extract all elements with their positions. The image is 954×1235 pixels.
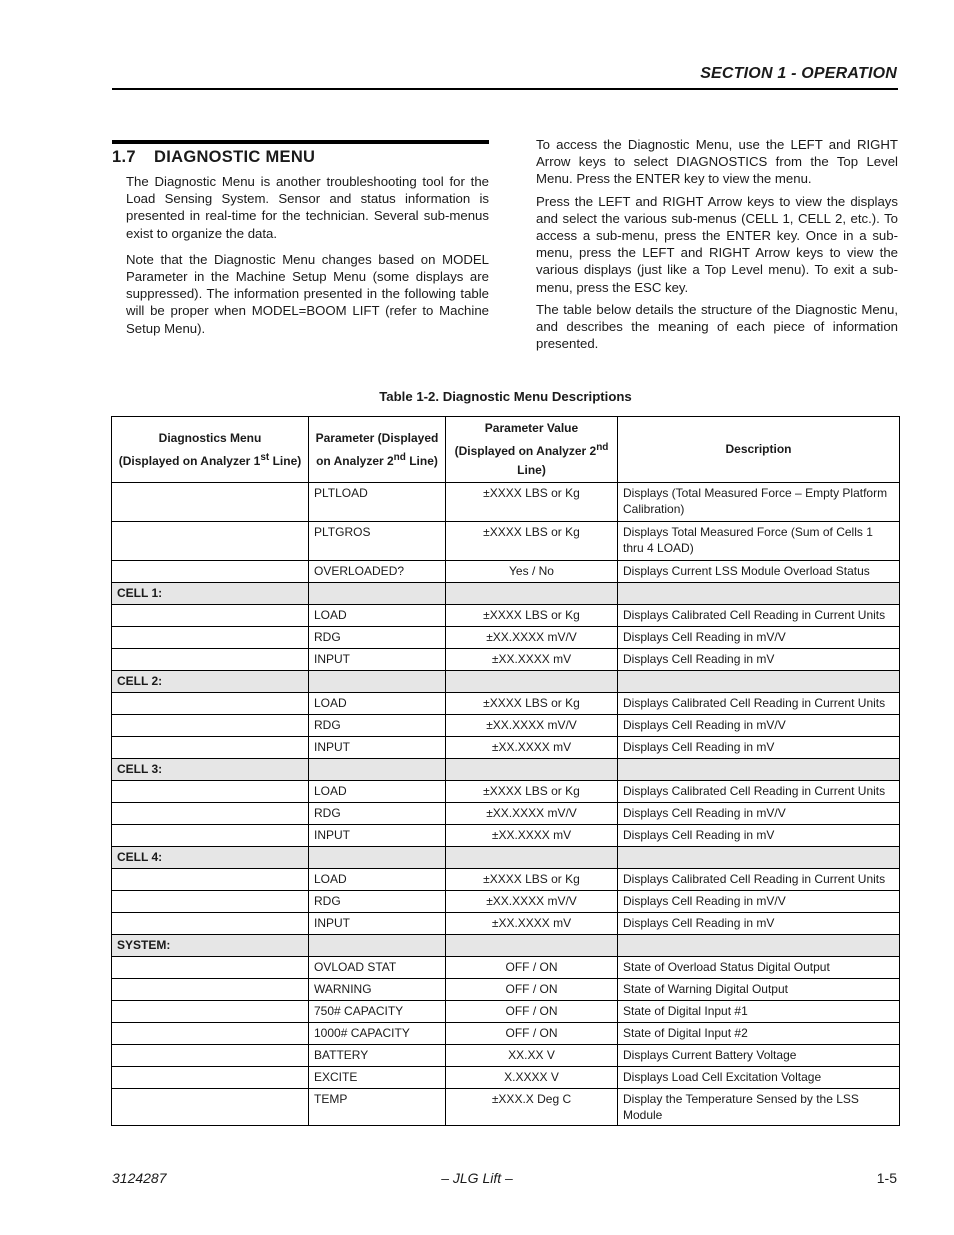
cell-description: Displays Load Cell Excitation Voltage [618,1067,900,1089]
cell-menu [112,522,309,561]
left-paragraph-1: The Diagnostic Menu is another troubleshooting tool for the Load Sensing System. Sensor and status information is presented in real-time for the technician. Several sub-menus exist to organize the data. [126,174,489,241]
cell-value: ±XX.XXXX mV [446,825,618,847]
cell-value: ±XX.XXXX mV/V [446,891,618,913]
cell-value: OFF / ON [446,957,618,979]
cell-description: Displays Current LSS Module Overload Status [618,561,900,583]
cell-value: ±XXX.X Deg C [446,1089,618,1126]
cell-parameter [309,583,446,605]
right-column [536,136,898,357]
cell-value: ±XX.XXXX mV [446,737,618,759]
cell-description [618,759,900,781]
cell-menu [112,605,309,627]
table-row [112,781,900,803]
section-title: DIAGNOSTIC MENU [154,148,316,166]
cell-parameter [309,671,446,693]
cell-parameter: LOAD [309,869,446,891]
table-group-row [112,583,900,605]
cell-menu [112,979,309,1001]
footer-page-number: 1-5 [876,1170,897,1186]
cell-menu [112,869,309,891]
table-header-row [112,417,900,483]
cell-value: ±XXXX LBS or Kg [446,522,618,561]
cell-value: ±XXXX LBS or Kg [446,693,618,715]
right-paragraph-1: To access the Diagnostic Menu, use the LEFT and RIGHT Arrow keys to select DIAGNOSTICS from the Top Level Menu. Press the ENTER key to view the menu. [536,137,898,187]
cell-parameter: OVERLOADED? [309,561,446,583]
cell-menu [112,561,309,583]
cell-value: ±XX.XXXX mV/V [446,627,618,649]
cell-parameter: 1000# CAPACITY [309,1023,446,1045]
cell-description: Displays Cell Reading in mV [618,825,900,847]
table-row [112,483,900,522]
table-row [112,649,900,671]
cell-menu [112,891,309,913]
cell-value [446,759,618,781]
section-heading [112,148,489,167]
cell-description: Displays Current Battery Voltage [618,1045,900,1067]
header-rule [112,88,898,90]
cell-menu [112,1067,309,1089]
cell-menu: CELL 4: [112,847,309,869]
header-description: Description [618,417,900,483]
cell-description: Displays Calibrated Cell Reading in Current Units [618,693,900,715]
cell-parameter: WARNING [309,979,446,1001]
cell-menu [112,649,309,671]
table-row [112,627,900,649]
cell-description: State of Overload Status Digital Output [618,957,900,979]
right-paragraph-2: Press the LEFT and RIGHT Arrow keys to view the displays and select the various sub-menus (CELL 1, CELL 2, etc.). To access a sub-menu, press the ENTER key. Once in a sub-menu, press the LEFT and RIGHT Arrow keys to view the various displays (just like a Top Level menu). To exit a sub-menu, press the ESC key. [536,193,898,295]
cell-value: Yes / No [446,561,618,583]
cell-parameter [309,935,446,957]
table-row [112,1089,900,1126]
cell-parameter [309,847,446,869]
table-group-row [112,759,900,781]
table-row [112,561,900,583]
cell-parameter: EXCITE [309,1067,446,1089]
cell-menu [112,825,309,847]
section-number: 1.7 [112,148,136,166]
cell-parameter: INPUT [309,649,446,671]
cell-value: ±XXXX LBS or Kg [446,869,618,891]
footer-center-title: – JLG Lift – [441,1170,513,1186]
diagnostic-menu-table [111,416,900,1126]
cell-menu [112,803,309,825]
cell-value: ±XX.XXXX mV [446,649,618,671]
table-row [112,979,900,1001]
cell-value: ±XXXX LBS or Kg [446,483,618,522]
footer-doc-number: 3124287 [112,1170,167,1186]
cell-value [446,935,618,957]
cell-description: Displays Cell Reading in mV/V [618,715,900,737]
left-column [112,140,489,346]
cell-parameter [309,759,446,781]
cell-parameter: LOAD [309,781,446,803]
table-row [112,1067,900,1089]
table-caption: Table 1-2. Diagnostic Menu Descriptions [379,389,632,404]
header-diagnostics-menu: Diagnostics Menu (Displayed on Analyzer 1st Line) [112,417,309,483]
table-row [112,825,900,847]
cell-description [618,847,900,869]
table-row [112,605,900,627]
cell-value: OFF / ON [446,1001,618,1023]
left-paragraph-2: Note that the Diagnostic Menu changes based on MODEL Parameter in the Machine Setup Menu (some displays are suppressed). The information presented in the following table will be proper when MODEL=BOOM LIFT (refer to Machine Setup Menu). [126,251,489,336]
cell-value [446,847,618,869]
cell-parameter: LOAD [309,693,446,715]
cell-parameter: 750# CAPACITY [309,1001,446,1023]
cell-value: OFF / ON [446,1023,618,1045]
cell-menu [112,1045,309,1067]
cell-description: Display the Temperature Sensed by the LSS Module [618,1089,900,1126]
table-row [112,522,900,561]
cell-value [446,671,618,693]
cell-parameter: BATTERY [309,1045,446,1067]
cell-value: XX.XX V [446,1045,618,1067]
cell-description: State of Digital Input #1 [618,1001,900,1023]
cell-parameter: INPUT [309,737,446,759]
cell-description: Displays Calibrated Cell Reading in Current Units [618,605,900,627]
cell-description: Displays Total Measured Force (Sum of Cells 1 thru 4 LOAD) [618,522,900,561]
cell-value: ±XXXX LBS or Kg [446,605,618,627]
cell-parameter: INPUT [309,825,446,847]
table-group-row [112,935,900,957]
cell-menu [112,627,309,649]
cell-description: Displays Calibrated Cell Reading in Current Units [618,869,900,891]
cell-parameter: RDG [309,803,446,825]
cell-description: State of Digital Input #2 [618,1023,900,1045]
table-row [112,957,900,979]
cell-menu: CELL 1: [112,583,309,605]
table-row [112,913,900,935]
cell-value: X.XXXX V [446,1067,618,1089]
cell-description: State of Warning Digital Output [618,979,900,1001]
table-row [112,715,900,737]
cell-parameter: RDG [309,627,446,649]
cell-description: Displays Cell Reading in mV [618,913,900,935]
cell-description [618,935,900,957]
cell-value: ±XX.XXXX mV/V [446,803,618,825]
cell-parameter: INPUT [309,913,446,935]
cell-description: Displays Cell Reading in mV [618,649,900,671]
cell-description: Displays Cell Reading in mV/V [618,627,900,649]
cell-value: ±XX.XXXX mV [446,913,618,935]
cell-description: Displays Cell Reading in mV [618,737,900,759]
table-body [112,483,900,1126]
cell-description: Displays Cell Reading in mV/V [618,891,900,913]
table-row [112,1001,900,1023]
table-row [112,1023,900,1045]
cell-menu [112,715,309,737]
table-group-row [112,847,900,869]
cell-menu [112,1023,309,1045]
cell-menu: CELL 3: [112,759,309,781]
header-parameter: Parameter (Displayed on Analyzer 2nd Line) [309,417,446,483]
cell-menu: SYSTEM: [112,935,309,957]
section-rule [112,140,489,144]
cell-parameter: RDG [309,891,446,913]
cell-menu [112,781,309,803]
cell-menu [112,957,309,979]
cell-parameter: PLTGROS [309,522,446,561]
cell-value: ±XXXX LBS or Kg [446,781,618,803]
cell-description: Displays Calibrated Cell Reading in Current Units [618,781,900,803]
cell-parameter: LOAD [309,605,446,627]
table-row [112,693,900,715]
table-row [112,803,900,825]
cell-menu [112,1001,309,1023]
header-parameter-value: Parameter Value (Displayed on Analyzer 2nd Line) [446,417,618,483]
cell-value: ±XX.XXXX mV/V [446,715,618,737]
cell-menu [112,737,309,759]
cell-parameter: OVLOAD STAT [309,957,446,979]
cell-description: Displays (Total Measured Force – Empty Platform Calibration) [618,483,900,522]
table-row [112,737,900,759]
cell-menu [112,483,309,522]
section-header: SECTION 1 - OPERATION [700,65,897,82]
cell-menu [112,693,309,715]
cell-description [618,583,900,605]
cell-parameter: PLTLOAD [309,483,446,522]
cell-description: Displays Cell Reading in mV/V [618,803,900,825]
cell-parameter: TEMP [309,1089,446,1126]
cell-menu [112,1089,309,1126]
cell-value: OFF / ON [446,979,618,1001]
cell-menu: CELL 2: [112,671,309,693]
table-group-row [112,671,900,693]
cell-value [446,583,618,605]
cell-description [618,671,900,693]
right-paragraph-3: The table below details the structure of the Diagnostic Menu, and describes the meaning of each piece of information presented. [536,301,898,352]
table-row [112,869,900,891]
table-row [112,891,900,913]
table-row [112,1045,900,1067]
cell-parameter: RDG [309,715,446,737]
cell-menu [112,913,309,935]
